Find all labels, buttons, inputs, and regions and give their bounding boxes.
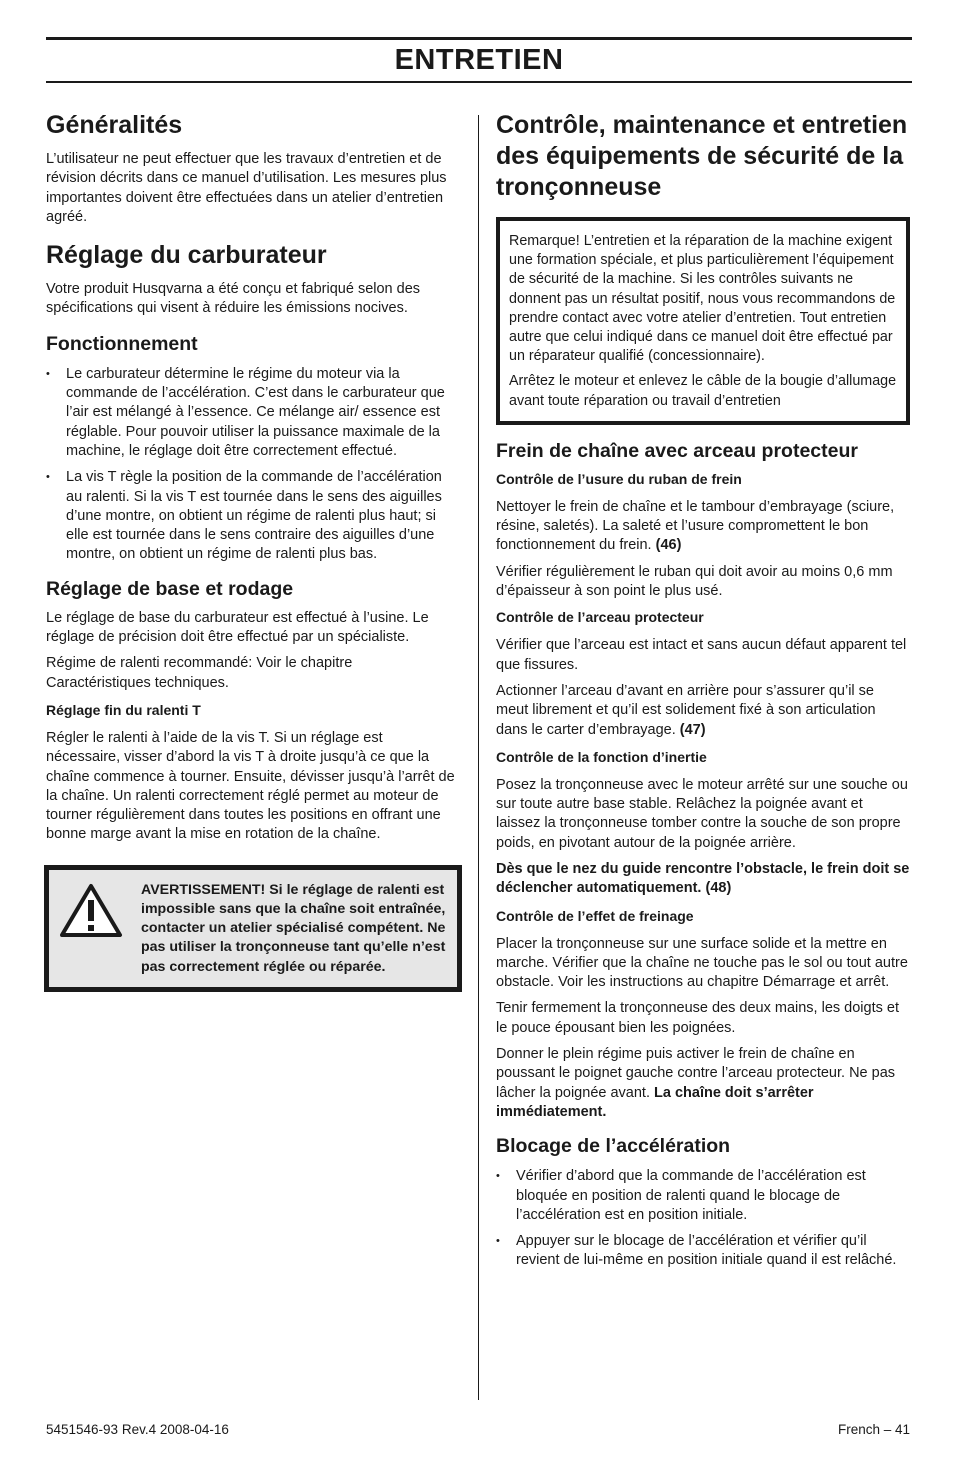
paragraph: Régime de ralenti recommandé: Voir le chapitre Caractéristiques techniques. [46, 655, 353, 691]
right-column [496, 104, 910, 1271]
subsection-title-reglage-base: Réglage de base et rodage [46, 577, 294, 600]
minor-heading-freinage: Contrôle de l’effet de freinage [496, 907, 694, 924]
footer-doc-code: 5451546-93 Rev.4 2008-04-16 [46, 1422, 229, 1437]
warning-triangle-icon [59, 882, 123, 938]
figure-reference: (47) [679, 721, 706, 738]
section-title-controle-securite: Contrôle, maintenance et entretien des équipements de sécurité de la tronçonneuse [496, 111, 908, 201]
column-divider [478, 115, 479, 1400]
list-item: • Appuyer sur le blocage de l’accélération et vérifier qu’il revient de lui-même en position initiale quand il est relâché. [496, 1232, 910, 1271]
paragraph: Posez la tronçonneuse avec le moteur arrêté sur une souche ou sur toute autre base stable. Relâchez la poignée avant et laissez la tronçonneuse tomber contre la souche de son propre poids, en pivotant autour de la poignée arrière. [496, 776, 908, 851]
paragraph: Vérifier régulièrement le ruban qui doit avoir au moins 0,6 mm d’épaisseur à son point le plus usé. [496, 563, 893, 600]
bold-paragraph: Dès que le nez du guide rencontre l’obstacle, le frein doit se déclencher automatiquement. (48) [496, 860, 910, 897]
page-title: ENTRETIEN [394, 44, 564, 76]
note-paragraph: Remarque! L’entretien et la réparation de la machine exigent une formation spéciale, et plus particulièrement l’équipement de sécurité de la machine. Si les contrôles suivants ne donnent pas un résultat positif, nous vous recommandons de prendre contact avec votre atelier d’entretien. Tout entretien autre que celui indiqué dans ce manuel doit être effectué par un réparateur qualifié (concessionnaire). [509, 233, 896, 365]
paragraph [496, 1045, 910, 1122]
subsection-title-frein-chaine: Frein de chaîne avec arceau protecteur [496, 439, 858, 462]
subsection-title-fonctionnement: Fonctionnement [46, 332, 198, 355]
header-top-rule [46, 37, 912, 40]
paragraph: Tenir fermement la tronçonneuse des deux mains, les doigts et le pouce épousant bien les poignées. [496, 1000, 899, 1036]
paragraph: Vérifier que l’arceau est intact et sans aucun défaut apparent tel que fissures. [496, 637, 907, 673]
section-title-reglage-carburateur: Réglage du carburateur [46, 241, 327, 270]
paragraph: L’utilisateur ne peut effectuer que les travaux d’entretien et de révision décrits dans ce manuel d’utilisation. Les mesures plus importantes doivent être effectuées dans un atelier d’entretien agréé. [46, 151, 447, 225]
bold-text: La chaîne doit s’arrêter immédiatement. [496, 1084, 814, 1120]
paragraph [496, 682, 910, 740]
minor-heading-inertie: Contrôle de la fonction d’inertie [496, 748, 707, 765]
figure-reference: (46) [655, 537, 682, 554]
footer-page-number: French – 41 [837, 1422, 910, 1437]
list-item: • La vis T règle la position de la commande de l’accélération au ralenti. Si la vis T est tournée dans le sens des aiguilles d’une montre, on obtient un régime de ralenti plus haut; si elle est tournée dans le sens contraire des aiguilles d’une montre, on obtient un régime de ralenti plus bas. [46, 468, 460, 564]
paragraph-text: Nettoyer le frein de chaîne et le tambour d’embrayage (sciure, résine, saletés). La saleté et l’usure compromettent le bon fonctionnement du frein. [496, 498, 895, 554]
bullet-list [496, 1167, 910, 1270]
paragraph [496, 498, 910, 556]
paragraph-text: Actionner l’arceau d’avant en arrière pour s’assurer qu’il se meut librement et qu’il est solidement fixé à son articulation dans le carter d’embrayage. [496, 682, 876, 738]
section-title-generalites: Généralités [46, 111, 183, 139]
list-item: • Le carburateur détermine le régime du moteur via la commande de l’accélération. C’est dans le carburateur que l’air est mélangé à l’essence. Ce mélange air/ essence est réglable. Pour pouvoir utiliser la puissance maximale de la machine, le réglage doit être correctement effectué. [46, 365, 460, 461]
minor-heading-reglage-fin: Réglage fin du ralenti T [46, 701, 201, 718]
header-bottom-rule [46, 81, 912, 83]
bullet-list [46, 365, 460, 565]
note-box [496, 217, 910, 425]
subsection-title-blocage: Blocage de l’accélération [496, 1135, 731, 1158]
minor-heading-usure: Contrôle de l’usure du ruban de frein [496, 470, 742, 487]
note-paragraph: Arrêtez le moteur et enlevez le câble de la bougie d’allumage avant toute réparation ou travail d’entretien [509, 373, 897, 409]
paragraph-text: Donner le plein régime puis activer le frein de chaîne en poussant le poignet gauche contre l’arceau protecteur. Ne pas lâcher la poignée avant. [496, 1046, 896, 1101]
paragraph: Votre produit Husqvarna a été conçu et fabriqué selon des spécifications qui visent à réduire les émissions nocives. [46, 281, 421, 317]
warning-box [46, 867, 460, 990]
left-column [46, 104, 460, 990]
minor-heading-arceau: Contrôle de l’arceau protecteur [496, 609, 704, 626]
paragraph: Régler le ralenti à l’aide de la vis T. Si un réglage est nécessaire, visser d’abord la vis T à droite jusqu’à ce que la chaîne commence à tourner. Ensuite, dévisser jusqu’à l’arrêt de la chaîne. Un ralenti correctement réglé permet au moteur de tourner régulièrement dans toutes les positions en offrant une bonne marge avant la mise en rotation de la chaîne. [46, 729, 455, 843]
list-item: • Vérifier d’abord que la commande de l’accélération est bloquée en position de ralenti quand le blocage de l’accélération est en position initiale. [496, 1167, 910, 1225]
paragraph: Placer la tronçonneuse sur une surface solide et la mettre en marche. Vérifier que la chaîne ne touche pas le sol ou tout autre obstacle. Voir les instructions au chapitre Démarrage et arrêt. [496, 935, 908, 991]
paragraph: Le réglage de base du carburateur est effectué à l’usine. Le réglage de précision doit être effectué par un spécialiste. [46, 609, 429, 646]
warning-text: AVERTISSEMENT! Si le réglage de ralenti est impossible sans que la chaîne soit entraînée, contacter un atelier spécialisé compétent. Ne pas utiliser la tronçonneuse tant qu’elle n’est pas correctement réglée ou réparée. [141, 881, 446, 975]
